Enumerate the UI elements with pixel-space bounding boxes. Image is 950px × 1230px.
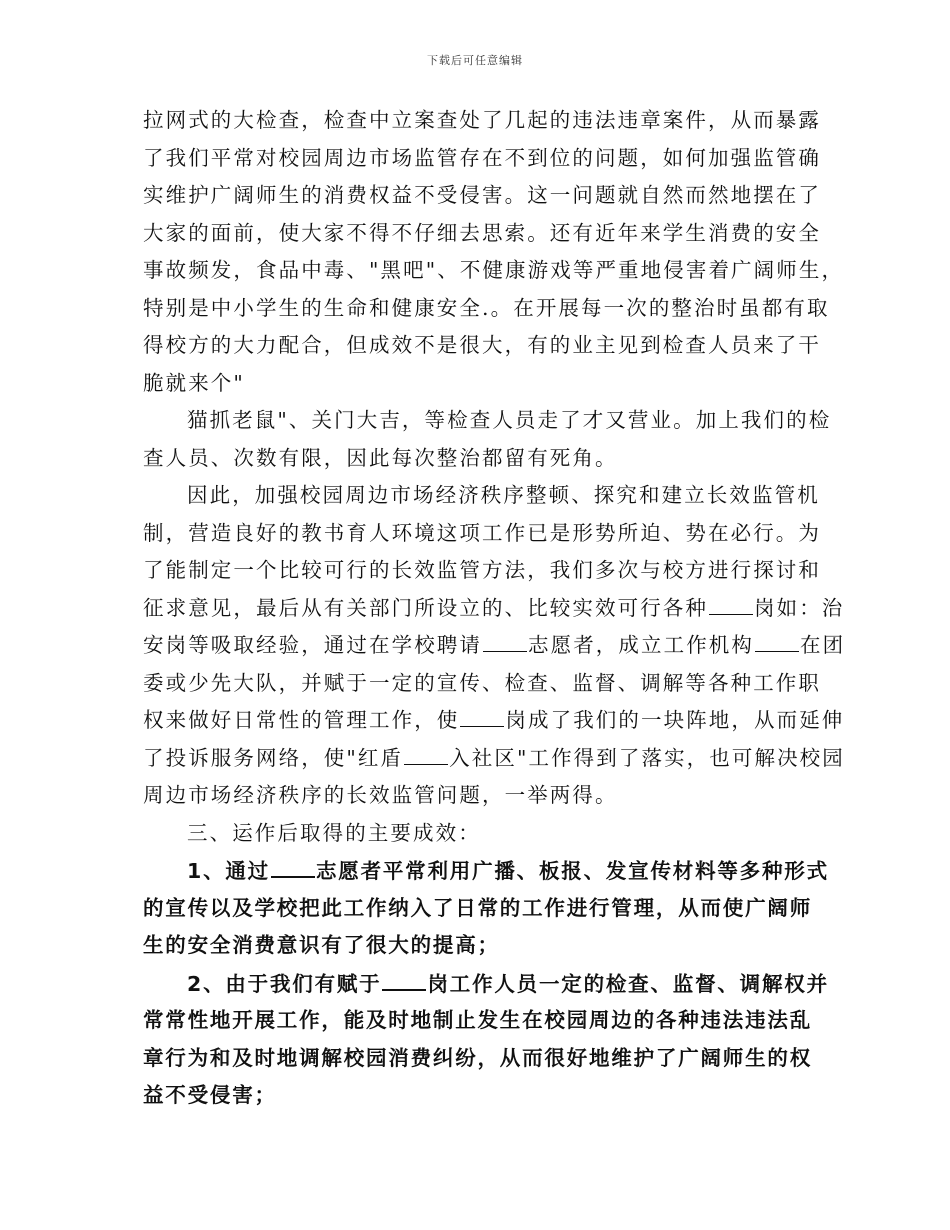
fill-blank [755, 627, 799, 652]
bold-text-line: 常常性地开展工作，能及时地制止发生在校园周边的各种违法违法乱 [143, 1008, 812, 1032]
paragraph-start-line: 猫抓老鼠"、关门大吉，等检查人员走了才又营业。加上我们的检 [187, 408, 832, 432]
text-segment: 征求意见，最后从有关部门所设立的、比较实效可行各种 [143, 595, 708, 620]
fill-blank [460, 702, 504, 727]
fill-blank [382, 965, 426, 991]
text-line: 周边市场经济秩序的长效监管问题，一举两得。 [143, 783, 618, 807]
text-line: 大家的面前，使大家不得不仔细去思索。还有近年来学生消费的安全 [143, 220, 821, 245]
bold-text-line: 益不受侵害； [143, 1083, 277, 1107]
text-segment: 1、通过 [187, 859, 270, 883]
text-segment: 岗如：治 [754, 595, 845, 620]
text-line-with-blank [143, 702, 845, 740]
text-line-with-blank [143, 590, 845, 628]
bold-line-with-blank [143, 852, 829, 890]
fill-blank [404, 740, 448, 765]
text-segment: 志愿者，成立工作机构 [528, 633, 754, 657]
text-line-with-blank [143, 740, 845, 778]
text-line-with-blank [143, 627, 846, 665]
text-segment: 了投诉服务网络，使"红盾 [143, 745, 404, 770]
text-line: 脆就来个" [143, 370, 245, 395]
bold-text-line: 的宣传以及学校把此工作纳入了日常的工作进行管理，从而使广阔师 [143, 895, 812, 920]
text-line: 实维护广阔师生的消费权益不受侵害。这一问题就自然而然地摆在了 [143, 183, 821, 207]
text-segment: 岗工作人员一定的检查、监督、调解权并 [427, 971, 829, 996]
page-header: 下载后可任意编辑 [427, 54, 523, 67]
text-segment: 在团 [800, 633, 846, 657]
fill-blank [271, 852, 315, 878]
text-segment: 权来做好日常性的管理工作，使 [143, 708, 460, 732]
text-line: 制，营造良好的教书育人环境这项工作已是形势所迫、势在必行。为 [143, 520, 821, 545]
fill-blank [709, 590, 753, 615]
bold-line-with-blank [143, 965, 829, 1003]
text-line: 事故频发，食品中毒、"黑吧"、不健康游戏等严重地侵害着广阔师生， [143, 258, 845, 282]
text-line: 了能制定一个比较可行的长效监管方法，我们多次与校方进行探讨和 [143, 558, 821, 582]
text-segment: 2、由于我们有赋于 [187, 971, 382, 996]
paragraph-start-line: 因此，加强校园周边市场经济秩序整顿、探究和建立长效监管机 [187, 483, 820, 507]
section-heading: 三、运作后取得的主要成效： [187, 820, 481, 845]
text-line: 了我们平常对校园周边市场监管存在不到位的问题，如何加强监管确 [143, 145, 821, 170]
text-line: 特别是中小学生的生命和健康安全.。在开展每一次的整治时虽都有取 [143, 295, 830, 320]
text-segment: 安岗等吸取经验，通过在学校聘请 [143, 633, 482, 657]
text-line: 拉网式的大检查，检查中立案查处了几起的违法违章案件，从而暴露 [143, 108, 821, 132]
text-line: 查人员、次数有限，因此每次整治都留有死角。 [143, 445, 618, 470]
text-segment: 入社区"工作得到了落实，也可解决校园 [449, 745, 845, 770]
text-line: 委或少先大队，并赋于一定的宣传、检查、监督、调解等各种工作职 [143, 670, 821, 695]
fill-blank [483, 627, 527, 652]
text-segment: 岗成了我们的一块阵地，从而延伸 [505, 708, 845, 732]
text-line: 得校方的大力配合，但成效不是很大，有的业主见到检查人员来了干 [143, 333, 821, 357]
bold-text-line: 生的安全消费意识有了很大的提高； [143, 933, 500, 957]
bold-text-line: 章行为和及时地调解校园消费纠纷，从而很好地维护了广阔师生的权 [143, 1045, 812, 1070]
text-segment: 志愿者平常利用广播、板报、发宣传材料等多种形式 [315, 859, 829, 883]
document-body [143, 102, 846, 1115]
